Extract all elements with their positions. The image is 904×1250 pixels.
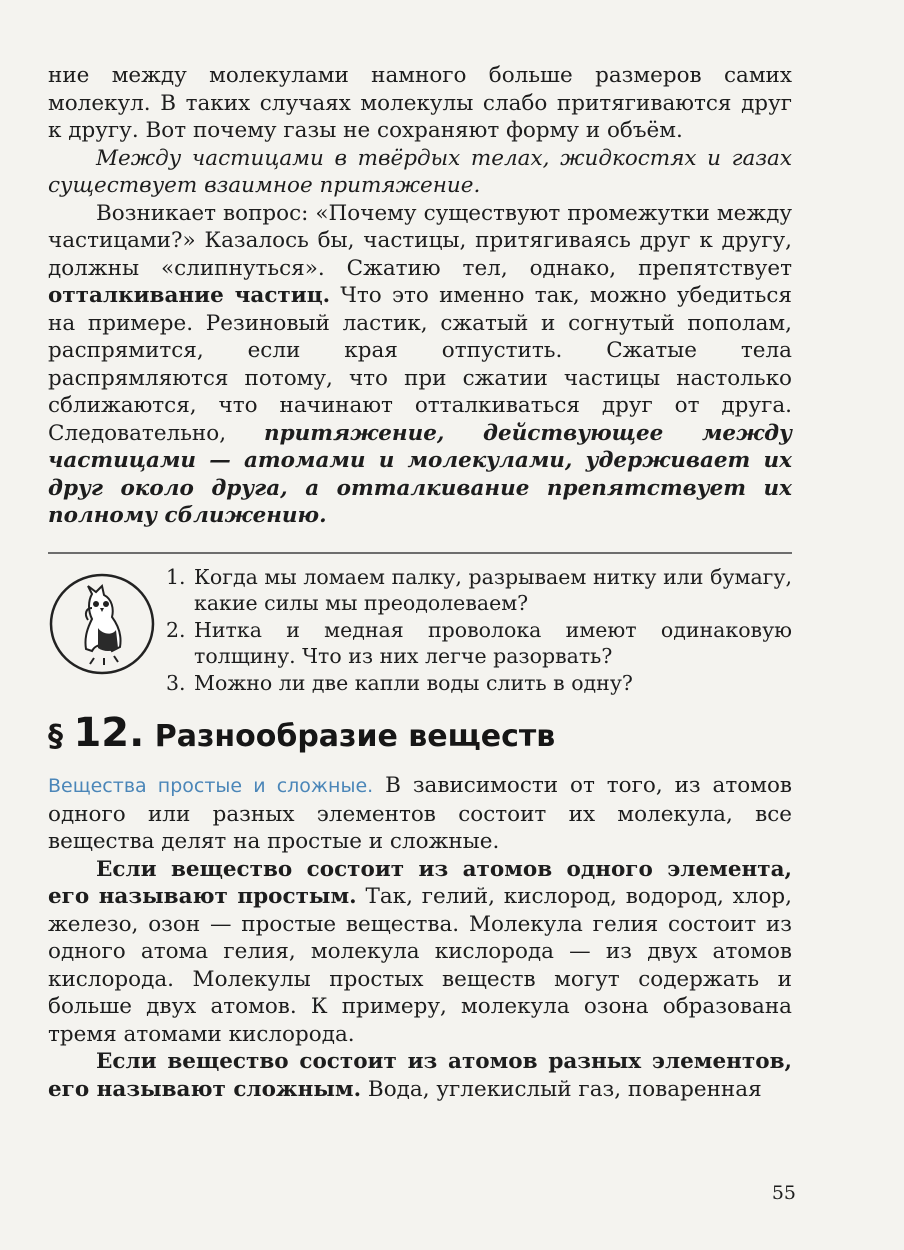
questions-list <box>166 564 792 697</box>
question-number: 1. <box>166 564 186 589</box>
question-number: 3. <box>166 670 186 695</box>
paragraph-simple-substances <box>48 856 792 1049</box>
bold-definition-simple: Если вещество состоит из атомов одного элемента, его называют простым. <box>48 856 792 909</box>
divider <box>48 552 792 554</box>
text-run: Так, гелий, кислород, водород, хлор, железо, озон — простые вещества. Молекула гелия состоит из одного атома гелия, молекула кислорода — из двух атомов кислорода. Молекулы простых веществ могут содержать и больше двух атомов. К примеру, молекула озона образована тремя атомами кислорода. <box>48 884 792 1047</box>
owl-thinking-icon <box>48 570 166 688</box>
text-run: Что это именно так, можно убедиться на примере. Резиновый ластик, сжатый и согнутый пополам, распрямится, если края отпустить. Сжатые тела распрямляются потому, что при сжатии частицы настолько сближаются, что начинают отталкиваться друг от друга. Следовательно, <box>48 283 792 446</box>
question-text: Нитка и медная проволока имеют одинаковую толщину. Что из них легче разорвать? <box>194 617 792 668</box>
paragraph-simple-complex <box>48 772 792 856</box>
question-item <box>166 617 792 670</box>
paragraph-complex-substances <box>48 1048 792 1103</box>
textbook-page <box>48 62 792 1103</box>
text-run: В зависимости от того, из атомов одного или разных элементов состоит их молекула, все вещества делят на простые и сложные. <box>48 773 792 854</box>
subheading-simple-complex: Вещества простые и сложные. <box>48 775 374 797</box>
section-title: Разнообразие веществ <box>154 719 556 754</box>
question-number: 2. <box>166 617 186 642</box>
bold-definition-complex: Если вещество состоит из атомов разных элементов, его называют сложным. <box>48 1049 792 1102</box>
text-run: Возникает вопрос: «Почему существуют промежутки между частицами?» Казалось бы, частицы, притягиваясь друг к другу, должны «слипнуться». Сжатию тел, однако, препятствует <box>48 200 792 281</box>
question-item <box>166 564 792 617</box>
paragraph-repulsion <box>48 200 792 530</box>
question-text: Можно ли две капли воды слить в одну? <box>194 670 633 695</box>
question-item <box>166 670 792 697</box>
paragraph-gases: ние между молекулами намного больше размеров самих молекул. В таких случаях молекулы слабо притягиваются друг к другу. Вот почему газы не сохраняют форму и объём. <box>48 63 792 143</box>
paragraph-attraction-rule: Между частицами в твёрдых телах, жидкостях и газах существует взаимное притяжение. <box>48 145 792 198</box>
bold-italic-conclusion: притяжение, действующее между частицами — атомами и молекулами, удерживает их друг около друга, а отталкивание препятствует их полному сближению. <box>48 420 792 528</box>
page-number: 55 <box>771 1182 796 1204</box>
section-sign: § <box>48 719 63 754</box>
bold-term-repulsion: отталкивание частиц. <box>48 283 331 308</box>
section-number: 12. <box>73 710 145 756</box>
text-run: Вода, углекислый газ, поваренная <box>361 1076 762 1102</box>
question-text: Когда мы ломаем палку, разрываем нитку или бумагу, какие силы мы преодолеваем? <box>194 564 792 615</box>
questions-block <box>48 564 792 697</box>
section-heading <box>48 712 792 758</box>
